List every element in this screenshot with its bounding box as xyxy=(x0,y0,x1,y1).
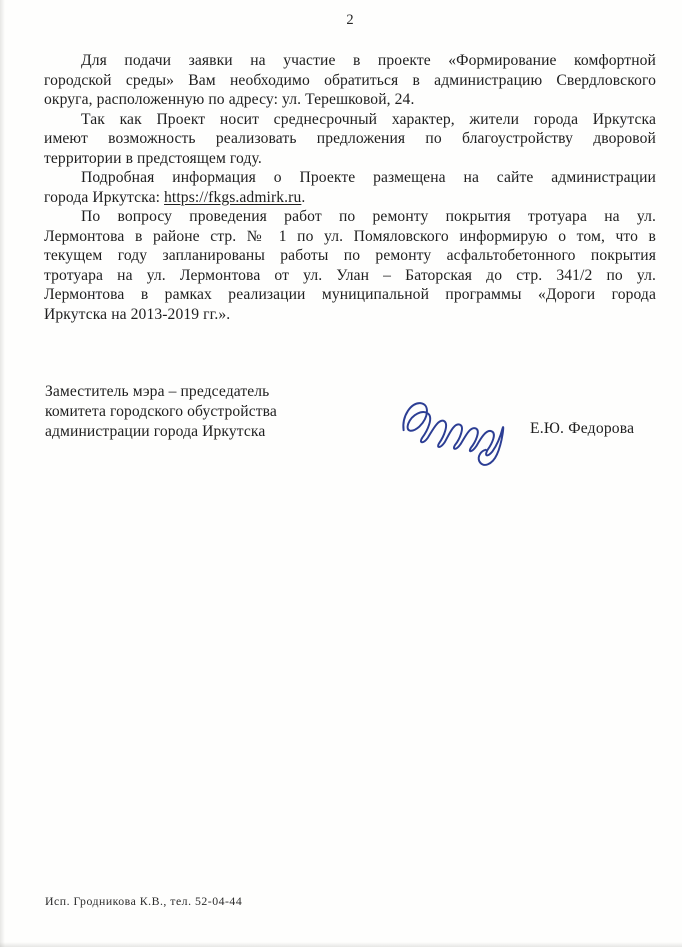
text-line xyxy=(44,188,656,208)
link-suffix-text: . xyxy=(301,188,306,206)
text-line: Лермонтова в районе стр. № 1 по ул. Помяловского информирую о том, что в xyxy=(44,227,656,245)
text-line: территории в предстоящем году. xyxy=(44,149,262,167)
text-line: По вопросу проведения работ по ремонту покрытия тротуара на ул. xyxy=(81,208,656,225)
signature-position-block xyxy=(45,382,345,443)
text-line: Для подачи заявки на участие в проекте «Формирование комфортной xyxy=(81,52,656,69)
text-line: городской среды» Вам необходимо обратиться в администрацию Свердловского xyxy=(44,71,656,89)
position-line: администрации города Иркутска xyxy=(45,423,266,441)
paragraph-application xyxy=(44,51,656,110)
text-line: Подробная информация о Проекте размещена на сайте администрации xyxy=(81,169,656,186)
text-line: Лермонтова в рамках реализации муниципальной программы «Дороги города xyxy=(44,286,656,303)
signature-stroke xyxy=(403,403,503,465)
page-number: 2 xyxy=(346,12,354,28)
executor-footnote: Исп. Гродникова К.В., тел. 52-04-44 xyxy=(45,894,243,908)
paragraph-road-works xyxy=(44,207,656,324)
link-prefix-text: города Иркутска: xyxy=(44,188,165,206)
text-line: текущем году запланированы работы по ремонту асфальтобетонного покрытия xyxy=(44,247,656,264)
scan-edge-shadow-bottom xyxy=(0,942,682,947)
scan-edge-shadow-left xyxy=(0,0,5,947)
text-line: округа, расположенную по адресу: ул. Терешковой, 24. xyxy=(44,91,415,108)
paragraph-project-info xyxy=(44,168,656,207)
paragraph-midterm-project xyxy=(44,110,656,169)
text-line: тротуара на ул. Лермонтова от ул. Улан – Баторская до стр. 341/2 по ул. xyxy=(44,266,656,284)
position-line: комитета городского обустройства xyxy=(45,403,277,421)
handwritten-signature xyxy=(393,391,515,475)
text-line: имеют возможность реализовать предложения по благоустройству дворовой xyxy=(44,130,656,147)
text-line: Так как Проект носит среднесрочный характер, жители города Иркутска xyxy=(81,110,656,128)
project-site-link[interactable]: https://fkgs.admirk.ru xyxy=(164,188,302,206)
letter-body xyxy=(44,51,656,324)
text-line: Иркутска на 2013-2019 гг.». xyxy=(44,305,231,323)
signee-name: Е.Ю. Федорова xyxy=(530,420,635,437)
position-line: Заместитель мэра – председатель xyxy=(45,383,270,400)
